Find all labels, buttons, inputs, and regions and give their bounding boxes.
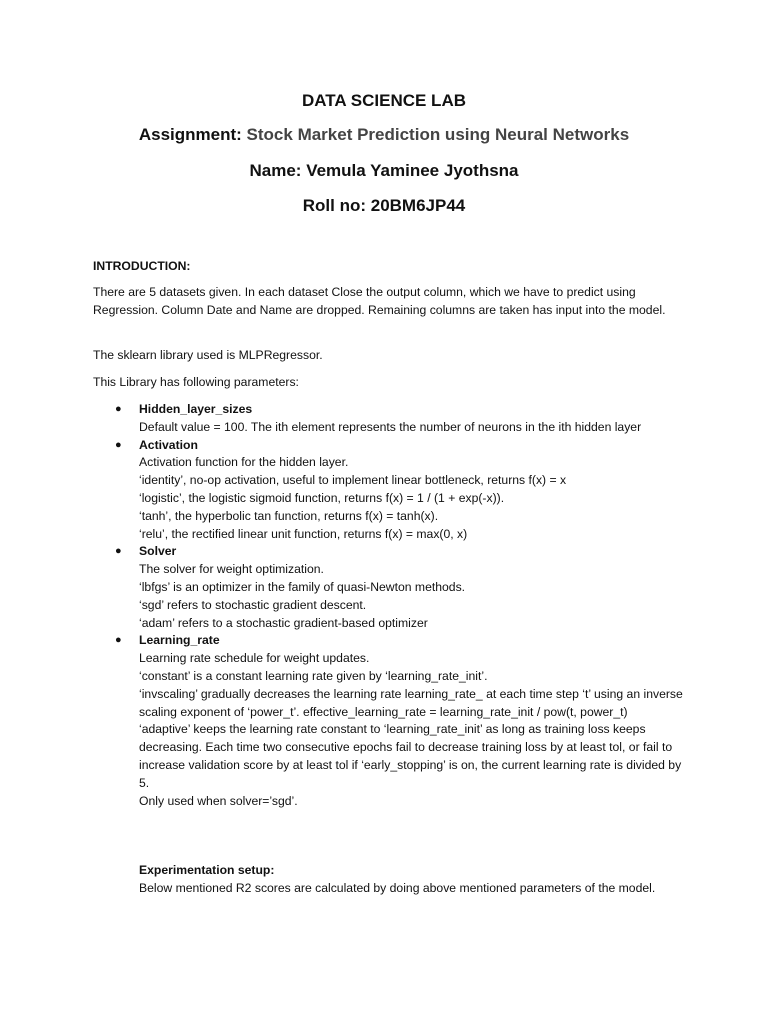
parameter-name: Activation: [139, 437, 198, 452]
list-item: [93, 632, 683, 810]
experiment-section: [139, 861, 659, 897]
parameter-description: ‘relu’, the rectified linear unit function, returns f(x) = max(0, x): [139, 526, 468, 541]
experiment-text: Below mentioned R2 scores are calculated by doing above mentioned parameters of the model.: [139, 881, 656, 895]
parameter-description: Learning rate schedule for weight updates.: [139, 651, 370, 666]
roll-value: 20BM6JP44: [370, 196, 466, 215]
parameter-name: Solver: [139, 544, 177, 559]
parameter-description: Activation function for the hidden layer.: [139, 455, 349, 470]
bullet-icon: ●: [115, 634, 122, 647]
parameter-description: Only used when solver=’sgd’.: [139, 793, 298, 808]
student-name: [0, 161, 768, 181]
list-item: [93, 401, 683, 437]
parameter-description: ‘sgd’ refers to stochastic gradient descent.: [139, 597, 367, 612]
parameter-name: Learning_rate: [139, 633, 220, 648]
roll-label: Roll no:: [302, 196, 366, 215]
introduction-paragraph: There are 5 datasets given. In each dataset Close the output column, which we have to predict using Regression. Column Date and Name are dropped. Remaining columns are taken has input into the model.: [93, 285, 666, 317]
lab-title: DATA SCIENCE LAB: [301, 91, 466, 110]
parameter-description: ‘lbfgs’ is an optimizer in the family of quasi-Newton methods.: [139, 579, 466, 594]
assignment-label: Assignment:: [138, 125, 242, 144]
introduction-heading: INTRODUCTION:: [93, 259, 191, 273]
library-line: The sklearn library used is MLPRegressor.: [93, 348, 323, 362]
parameter-description: Default value = 100. The ith element represents the number of neurons in the ith hidden layer: [139, 419, 642, 434]
list-item: [93, 543, 683, 632]
assignment-value: Stock Market Prediction using Neural Networks: [246, 125, 630, 144]
parameter-description: ‘identity’, no-op activation, useful to implement linear bottleneck, returns f(x) = x: [139, 473, 567, 488]
parameter-description: The solver for weight optimization.: [139, 562, 324, 577]
bullet-icon: ●: [115, 545, 122, 558]
parameter-description: ‘logistic’, the logistic sigmoid function, returns f(x) = 1 / (1 + exp(-x)).: [139, 490, 505, 505]
parameter-name: Hidden_layer_sizes: [139, 402, 253, 416]
name-label: Name:: [249, 161, 302, 180]
assignment-title: [0, 125, 768, 145]
parameter-description: ‘adaptive’ keeps the learning rate constant to ‘learning_rate_init’ as long as training loss keeps decreasing. Each time two consecutive epochs fail to decrease training loss by at least tol, or fail to increase validation score by at least tol if ‘early_stopping’ is on, the current learning rate is divided by 5.: [139, 722, 682, 790]
bullet-icon: ●: [115, 438, 122, 451]
parameters-intro: This Library has following parameters:: [93, 375, 299, 389]
roll-number: [0, 196, 768, 216]
parameter-description: ‘adam’ refers to a stochastic gradient-based optimizer: [139, 615, 428, 630]
experiment-heading: Experimentation setup:: [139, 863, 275, 877]
parameter-list: [93, 401, 683, 810]
bullet-icon: ●: [115, 403, 122, 415]
parameter-description: ‘invscaling’ gradually decreases the learning rate learning_rate_ at each time step ‘t’ using an inverse scaling exponent of ‘power_t’. effective_learning_rate = learning_rate_init / pow(t, power_t): [139, 686, 683, 719]
name-value: Vemula Yaminee Jyothsna: [306, 161, 519, 180]
list-item: [93, 437, 683, 544]
parameter-description: ‘constant’ is a constant learning rate given by ‘learning_rate_init’.: [139, 668, 488, 683]
parameter-description: ‘tanh’, the hyperbolic tan function, returns f(x) = tanh(x).: [139, 508, 439, 523]
